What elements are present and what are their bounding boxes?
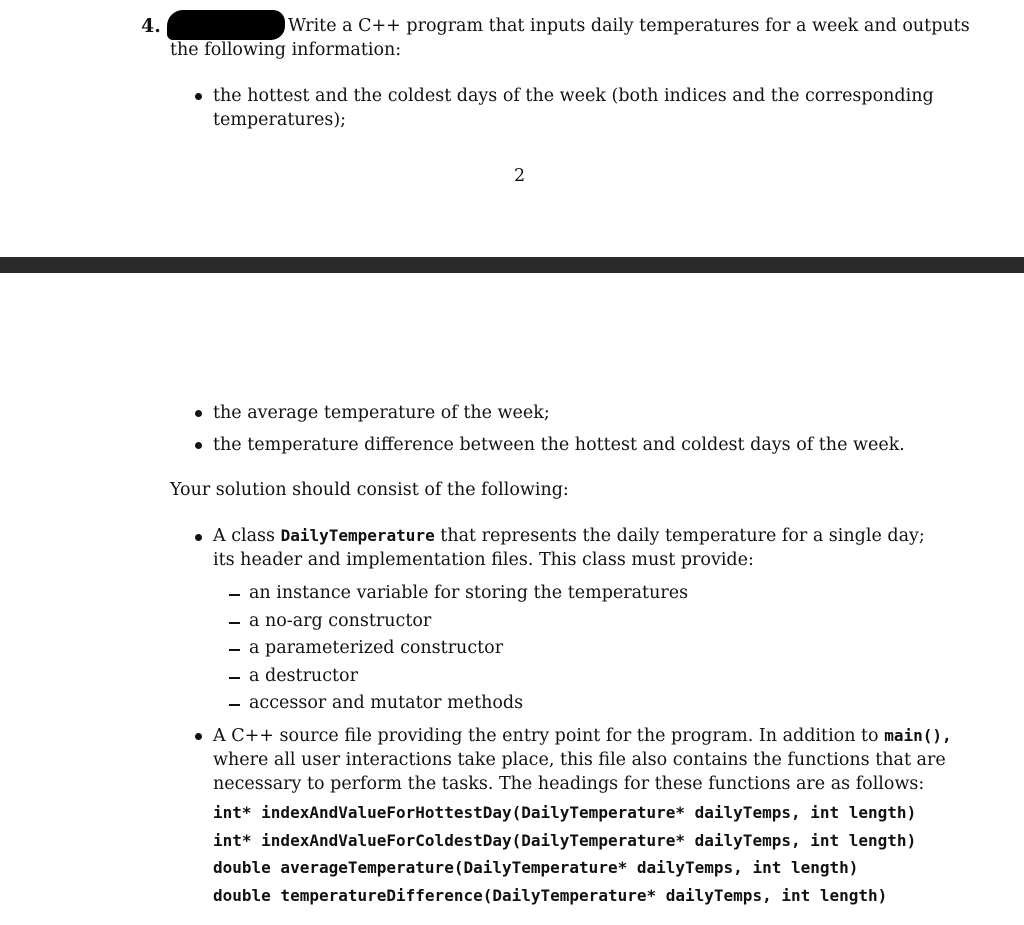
class-bullet-suffix: that represents the daily temperature for a single day; (440, 526, 925, 546)
source-bullet-line1 (213, 726, 952, 746)
bullet-hottest-coldest-line1: the hottest and the coldest days of the week (both indices and the corresponding (213, 86, 934, 106)
bullet-icon (195, 442, 202, 449)
dash-icon (229, 649, 240, 651)
signature-difference: double temperatureDifference(DailyTemperature* dailyTemps, int length) (213, 886, 888, 905)
bullet-average: the average temperature of the week; (213, 403, 550, 423)
question-intro-line1: Write a C++ program that inputs daily temperatures for a week and outputs (288, 16, 970, 36)
solution-intro: Your solution should consist of the following: (170, 480, 569, 500)
bullet-difference: the temperature difference between the hottest and coldest days of the week. (213, 435, 905, 455)
signature-average: double averageTemperature(DailyTemperature* dailyTemps, int length) (213, 858, 859, 877)
source-bullet-line3: necessary to perform the tasks. The headings for these functions are as follows: (213, 774, 925, 794)
page-divider (0, 257, 1024, 273)
dash-icon (229, 677, 240, 679)
requirement-item: a destructor (249, 666, 358, 686)
class-name: DailyTemperature (280, 526, 435, 545)
question-intro-line2: the following information: (170, 40, 402, 60)
source-bullet-prefix: A C++ source file providing the entry point for the program. In addition to (213, 726, 879, 746)
question-number: 4. (141, 15, 161, 37)
bullet-icon (195, 733, 202, 740)
signature-hottest: int* indexAndValueForHottestDay(DailyTemperature* dailyTemps, int length) (213, 803, 917, 822)
requirement-item: accessor and mutator methods (249, 693, 524, 713)
requirement-item: an instance variable for storing the temperatures (249, 583, 689, 603)
source-bullet-line2: where all user interactions take place, this file also contains the functions that are (213, 750, 946, 770)
bullet-icon (195, 534, 202, 541)
requirement-item: a parameterized constructor (249, 638, 504, 658)
redaction-mark (167, 10, 285, 40)
bullet-hottest-coldest-line2: temperatures); (213, 110, 347, 130)
dash-icon (229, 594, 240, 596)
page-number: 2 (514, 166, 526, 186)
dash-icon (229, 704, 240, 706)
bullet-icon (195, 410, 202, 417)
dash-icon (229, 622, 240, 624)
main-function: main(), (884, 726, 952, 745)
class-bullet-line2: its header and implementation files. This class must provide: (213, 550, 754, 570)
requirement-item: a no-arg constructor (249, 611, 432, 631)
class-bullet-prefix: A class (213, 526, 275, 546)
class-bullet-line1 (213, 526, 925, 546)
signature-coldest: int* indexAndValueForColdestDay(DailyTemperature* dailyTemps, int length) (213, 831, 917, 850)
bullet-icon (195, 93, 202, 100)
